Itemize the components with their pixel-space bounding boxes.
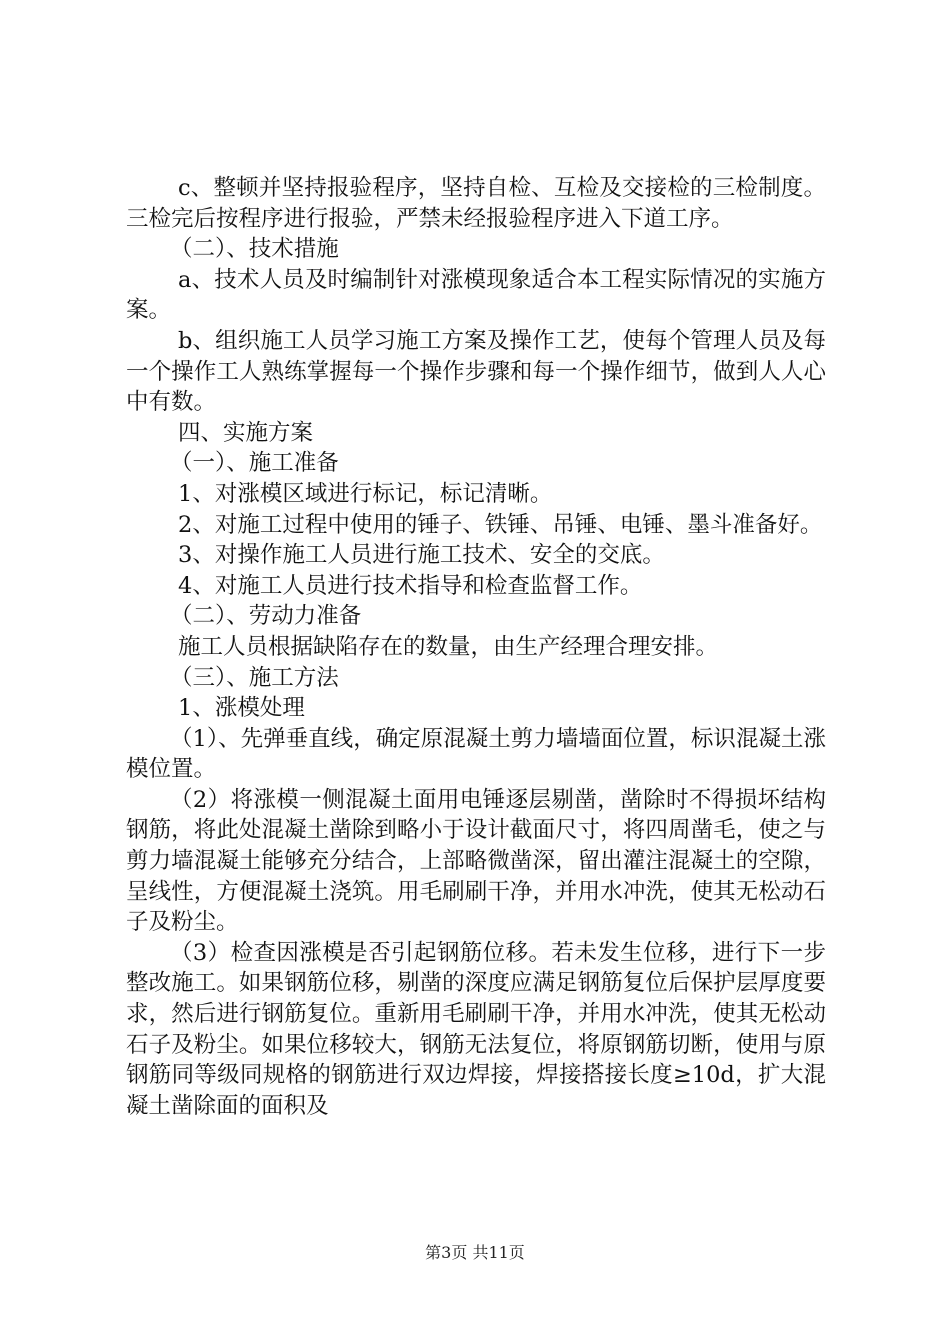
heading-technical-measures: （二）、技术措施 (170, 236, 339, 263)
heading-expansion-treatment: 1、涨模处理 (178, 695, 305, 722)
list-item-2-tools: 2、对施工过程中使用的锤子、铁锤、吊锤、电锤、墨斗准备好。 (178, 511, 823, 538)
list-item-4-supervision: 4、对施工人员进行技术指导和检查监督工作。 (178, 572, 643, 599)
paragraph-step-2: （2）将涨模一侧混凝土面用电锤逐层剔凿，凿除时不得损坏结构钢筋，将此处混凝土凿除到略小于设计截面尺寸，将四周凿毛，使之与剪力墙混凝土能够充分结合，上部略微凿深，留出灌注混凝土的空隙，呈线性，方便混凝土浇筑。用毛刷刷干净，并用水冲洗，使其无松动石子及粉尘。 (126, 786, 826, 936)
heading-construction-method: （三）、施工方法 (170, 664, 339, 691)
paragraph-labor-arrangement: 施工人员根据缺陷存在的数量，由生产经理合理安排。 (178, 633, 719, 660)
list-item-1-marking: 1、对涨模区域进行标记，标记清晰。 (178, 480, 553, 507)
paragraph-a-plan: a、技术人员及时编制针对涨模现象适合本工程实际情况的实施方案。 (126, 266, 826, 324)
page-number-footer: 第3页 共11页 (425, 1243, 525, 1262)
document-body (126, 173, 826, 1121)
paragraph-step-3: （3）检查因涨模是否引起钢筋位移。若未发生位移，进行下一步整改施工。如果钢筋位移，剔凿的深度应满足钢筋复位后保护层厚度要求，然后进行钢筋复位。重新用毛刷刷干净，并用水冲洗，使其无松动石子及粉尘。如果位移较大，钢筋无法复位，将原钢筋切断，使用与原钢筋同等级同规格的钢筋进行双边焊接，焊接搭接长度≥10d，扩大混凝土凿除面的面积及 (126, 939, 826, 1119)
list-item-3-briefing: 3、对操作施工人员进行施工技术、安全的交底。 (178, 542, 665, 569)
heading-labor-preparation: （二）、劳动力准备 (170, 603, 362, 630)
paragraph-b-training: b、组织施工人员学习施工方案及操作工艺，使每个管理人员及每一个操作工人熟练掌握每一个操作步骤和每一个操作细节，做到人人心中有数。 (126, 327, 826, 416)
paragraph-step-1: （1）、先弹垂直线，确定原混凝土剪力墙墙面位置，标识混凝土涨模位置。 (126, 725, 826, 783)
heading-implementation-plan: 四、实施方案 (178, 419, 314, 446)
paragraph-c-inspection: c、整顿并坚持报验程序，坚持自检、互检及交接检的三检制度。三检完后按程序进行报验，严禁未经报验程序进入下道工序。 (126, 175, 826, 232)
heading-construction-preparation: （一）、施工准备 (170, 450, 339, 477)
